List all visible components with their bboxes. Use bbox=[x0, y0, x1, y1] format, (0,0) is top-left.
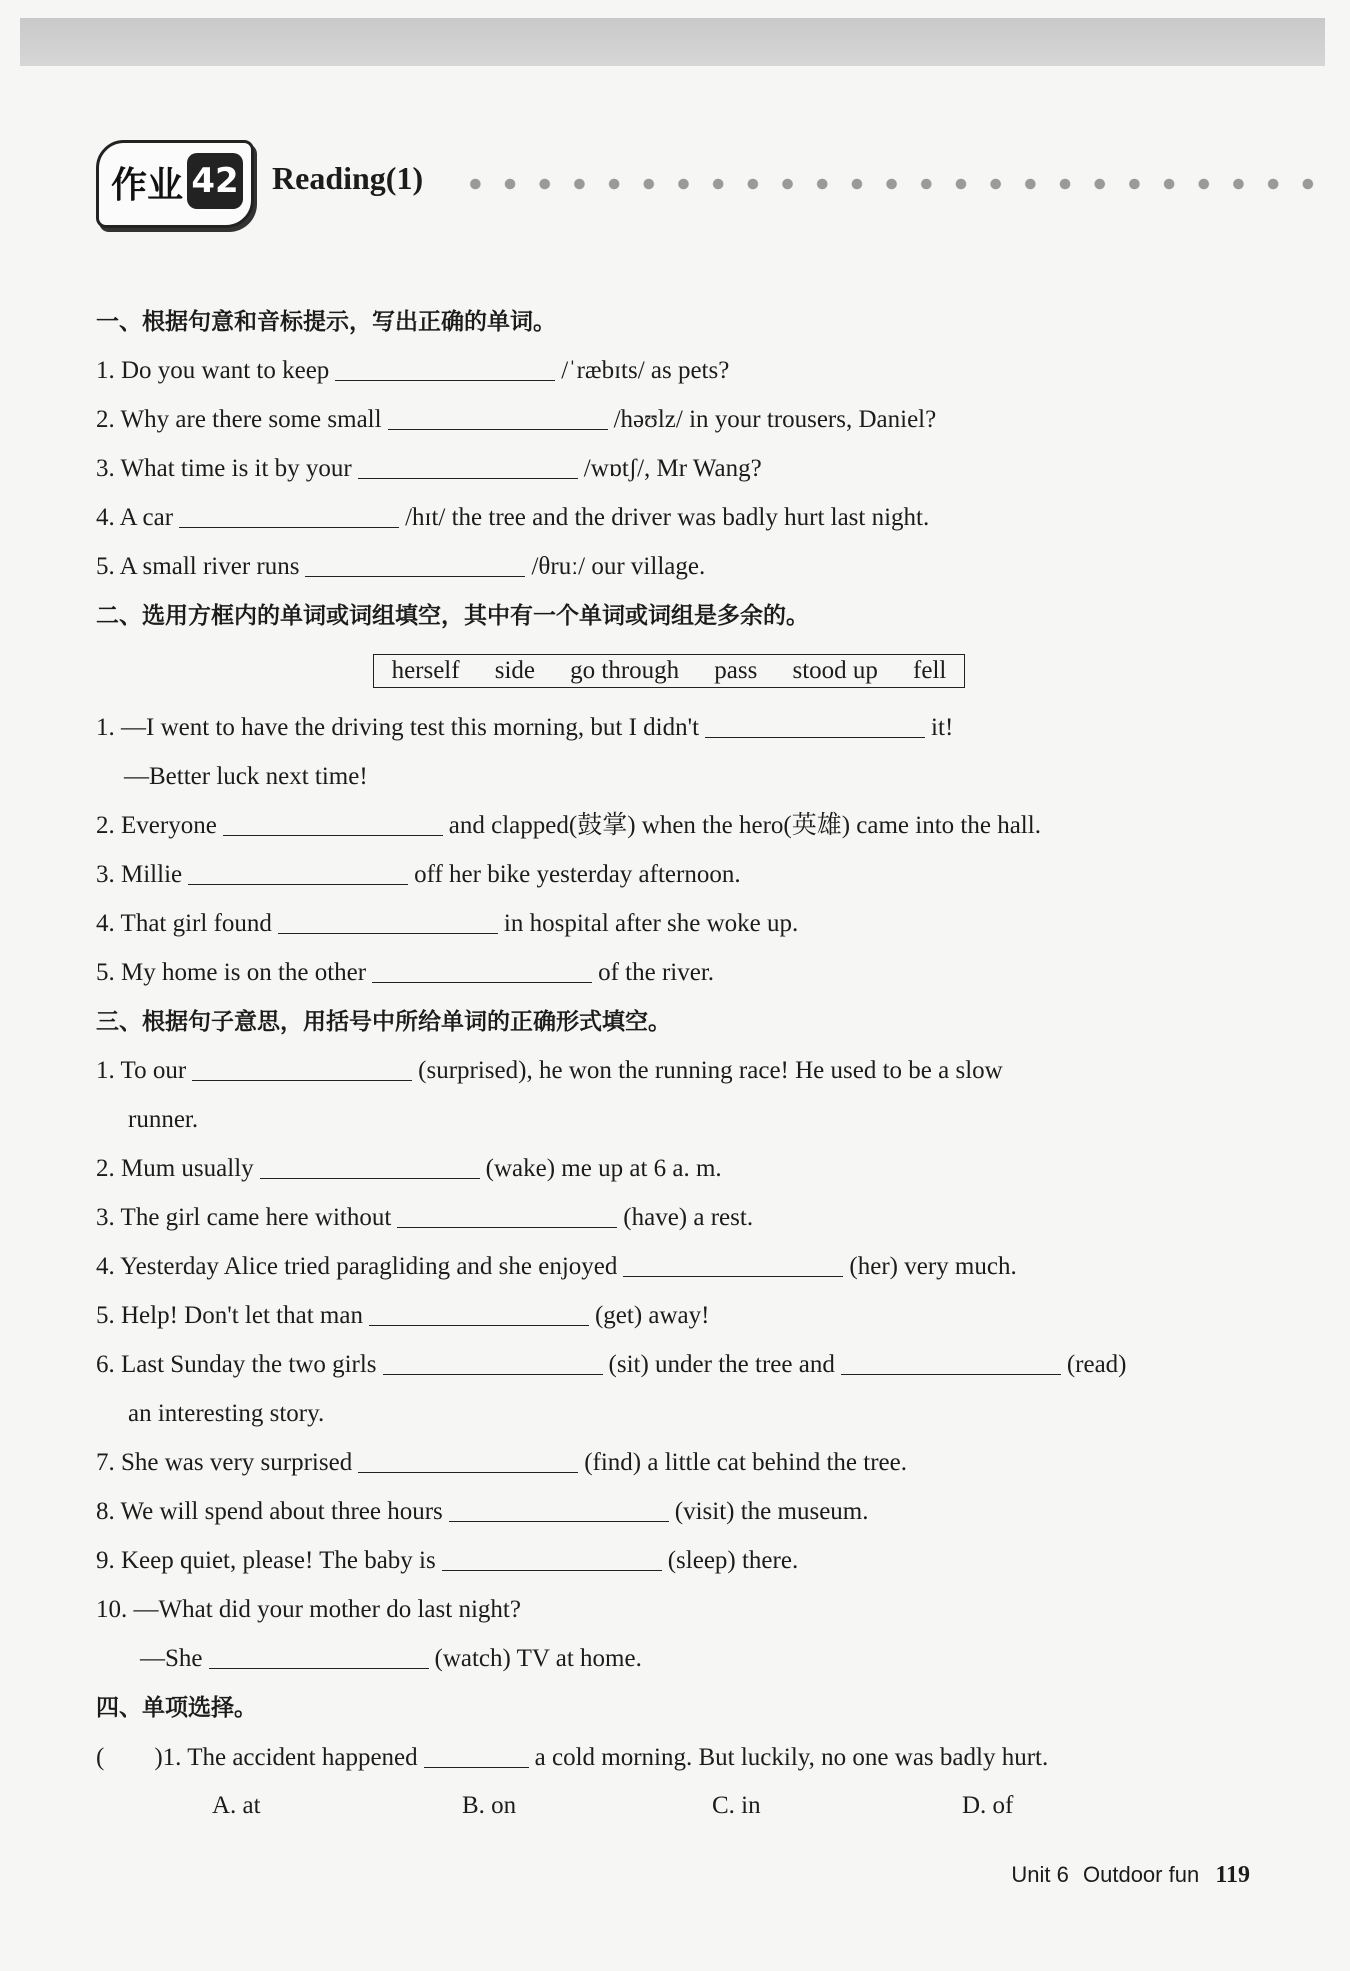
answer-blank[interactable] bbox=[335, 358, 555, 381]
s2-item-2: 2. Everyone and clapped(鼓掌) when the hero(英雄) came into the hall. bbox=[96, 812, 1041, 839]
option-d[interactable]: D. of bbox=[962, 1792, 1014, 1819]
section-1-heading: 一、根据句意和音标提示，写出正确的单词。 bbox=[96, 309, 556, 335]
s3-item-6-cont: an interesting story. bbox=[128, 1400, 325, 1427]
badge-label: 作业 bbox=[111, 165, 184, 206]
answer-blank[interactable] bbox=[188, 862, 408, 885]
dotted-divider bbox=[458, 178, 1326, 190]
answer-paren[interactable]: ( ) bbox=[96, 1744, 163, 1771]
assignment-header bbox=[96, 140, 1326, 226]
answer-blank[interactable] bbox=[179, 505, 399, 528]
answer-blank[interactable] bbox=[358, 456, 578, 479]
page-footer bbox=[1011, 1862, 1250, 1889]
s3-item-3: 3. The girl came here without (have) a rest. bbox=[96, 1204, 754, 1231]
s2-item-5: 5. My home is on the other of the river. bbox=[96, 959, 715, 986]
footer-topic: Outdoor fun bbox=[1083, 1862, 1200, 1887]
option-c[interactable]: C. in bbox=[712, 1792, 761, 1819]
word-bank-item: go through bbox=[570, 657, 680, 684]
page-number: 119 bbox=[1215, 1862, 1250, 1888]
word-bank-item: side bbox=[494, 657, 535, 684]
badge-number: 42 bbox=[187, 153, 243, 209]
s3-item-9: 9. Keep quiet, please! The baby is (sleep) there. bbox=[96, 1547, 799, 1574]
s2-item-4: 4. That girl found in hospital after she woke up. bbox=[96, 910, 799, 937]
word-bank-item: herself bbox=[391, 657, 460, 684]
s2-item-1-reply: —Better luck next time! bbox=[124, 763, 368, 790]
s2-item-3: 3. Millie off her bike yesterday afternoon. bbox=[96, 861, 741, 888]
s1-item-2: 2. Why are there some small /həʊlz/ in your trousers, Daniel? bbox=[96, 406, 937, 433]
s1-item-3: 3. What time is it by your /wɒtʃ/, Mr Wang? bbox=[96, 455, 762, 482]
answer-blank[interactable] bbox=[372, 960, 592, 983]
option-b[interactable]: B. on bbox=[462, 1792, 517, 1819]
s3-item-8: 8. We will spend about three hours (visit) the museum. bbox=[96, 1498, 869, 1525]
s3-item-1-cont: runner. bbox=[128, 1106, 199, 1133]
word-bank-box bbox=[373, 654, 965, 688]
answer-blank[interactable] bbox=[397, 1205, 617, 1228]
s1-item-4: 4. A car /hɪt/ the tree and the driver was badly hurt last night. bbox=[96, 504, 930, 531]
answer-blank[interactable] bbox=[278, 911, 498, 934]
s3-item-6: 6. Last Sunday the two girls (sit) under the tree and (read) bbox=[96, 1351, 1127, 1378]
assignment-badge bbox=[96, 140, 254, 228]
answer-blank[interactable] bbox=[209, 1646, 429, 1669]
page-top-bar bbox=[20, 18, 1325, 66]
answer-blank[interactable] bbox=[388, 407, 608, 430]
word-bank-item: stood up bbox=[792, 657, 878, 684]
answer-blank[interactable] bbox=[705, 715, 925, 738]
answer-blank[interactable] bbox=[358, 1450, 578, 1473]
s3-item-10: 10. —What did your mother do last night? bbox=[96, 1596, 521, 1623]
s1-item-1: 1. Do you want to keep /ˈræbɪts/ as pets? bbox=[96, 357, 730, 384]
s2-item-1: 1. —I went to have the driving test this morning, but I didn't it! bbox=[96, 714, 954, 741]
word-bank-item: pass bbox=[714, 657, 758, 684]
answer-blank[interactable] bbox=[192, 1058, 412, 1081]
section-2-heading: 二、选用方框内的单词或词组填空，其中有一个单词或词组是多余的。 bbox=[96, 603, 809, 629]
s4-question-1: ( )1. The accident happened a cold morning. But luckily, no one was badly hurt. bbox=[96, 1744, 1049, 1771]
s1-item-5: 5. A small river runs /θruː/ our village. bbox=[96, 553, 706, 580]
s3-item-1: 1. To our (surprised), he won the running race! He used to be a slow bbox=[96, 1057, 1003, 1084]
answer-blank[interactable] bbox=[442, 1548, 662, 1571]
answer-blank[interactable] bbox=[383, 1352, 603, 1375]
answer-blank[interactable] bbox=[369, 1303, 589, 1326]
page-title: Reading(1) bbox=[272, 160, 424, 196]
footer-unit: Unit 6 bbox=[1011, 1862, 1069, 1887]
s3-item-7: 7. She was very surprised (find) a little cat behind the tree. bbox=[96, 1449, 907, 1476]
section-4-heading: 四、单项选择。 bbox=[96, 1695, 257, 1721]
answer-blank[interactable] bbox=[841, 1352, 1061, 1375]
s3-item-10-reply: —She (watch) TV at home. bbox=[140, 1645, 642, 1672]
answer-blank[interactable] bbox=[305, 554, 525, 577]
answer-blank[interactable] bbox=[623, 1254, 843, 1277]
section-3-heading: 三、根据句子意思，用括号中所给单词的正确形式填空。 bbox=[96, 1009, 671, 1035]
s3-item-5: 5. Help! Don't let that man (get) away! bbox=[96, 1302, 710, 1329]
answer-blank[interactable] bbox=[260, 1156, 480, 1179]
word-bank-item: fell bbox=[913, 657, 947, 684]
answer-blank[interactable] bbox=[449, 1499, 669, 1522]
s3-item-4: 4. Yesterday Alice tried paragliding and she enjoyed (her) very much. bbox=[96, 1253, 1017, 1280]
s3-item-2: 2. Mum usually (wake) me up at 6 a. m. bbox=[96, 1155, 722, 1182]
answer-blank[interactable] bbox=[223, 813, 443, 836]
option-a[interactable]: A. at bbox=[212, 1792, 261, 1819]
answer-blank[interactable] bbox=[424, 1745, 529, 1768]
